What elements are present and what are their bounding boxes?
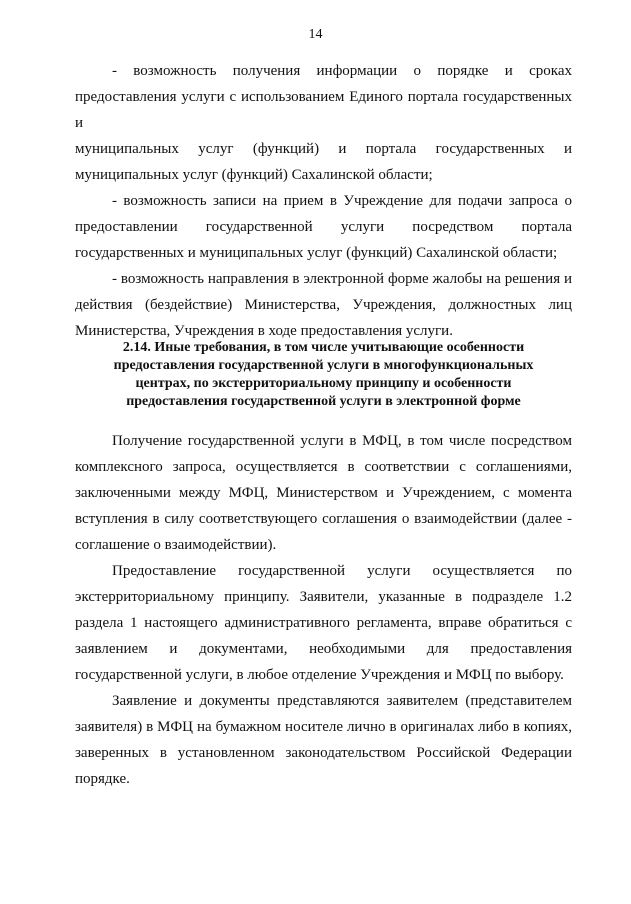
text-line: - возможность записи на прием в Учреждение для подачи запроса о: [112, 193, 572, 209]
page-number: 14: [308, 27, 323, 42]
paragraph: [75, 688, 572, 792]
list-item: [75, 188, 572, 266]
text-line: муниципальных услуг (функций) Сахалинской области;: [75, 167, 433, 183]
text-line: муниципальных услуг (функций) и портала государственных и: [75, 141, 572, 157]
text-line: предоставления услуги с использованием Единого портала государственных и: [75, 89, 572, 131]
text-line: заявлением и документами, необходимыми для предоставления: [75, 641, 572, 657]
text-line: экстерриториальному принципу. Заявители, указанные в подразделе 1.2: [75, 589, 572, 605]
text-line: - возможность направления в электронной форме жалобы на решения и: [112, 271, 572, 287]
text-line: раздела 1 настоящего административного регламента, вправе обратиться с: [75, 615, 572, 631]
heading-line: центрах, по экстерриториальному принципу и особенности: [135, 376, 512, 391]
text-line: предоставлении государственной услуги посредством портала: [75, 219, 572, 235]
text-line: государственных и муниципальных услуг (функций) Сахалинской области;: [75, 245, 558, 261]
text-line: Получение государственной услуги в МФЦ, в том числе посредством: [112, 433, 572, 449]
text-line: заявителя) в МФЦ на бумажном носителе лично в оригиналах либо в копиях,: [75, 719, 572, 735]
text-line: - возможность получения информации о порядке и сроках: [112, 63, 572, 79]
text-line: государственной услуги, в любое отделение Учреждения и МФЦ по выбору.: [75, 667, 564, 683]
section-heading: [75, 339, 572, 411]
text-line: вступления в силу соответствующего соглашения о взаимодействии (далее -: [75, 511, 572, 527]
text-line: порядке.: [75, 771, 130, 787]
text-line: Министерства, Учреждения в ходе предоставления услуги.: [75, 323, 453, 339]
list-item: [75, 58, 572, 188]
list-item: [75, 266, 572, 344]
text-line: Заявление и документы представляются заявителем (представителем: [112, 693, 572, 709]
text-line: действия (бездействие) Министерства, Учреждения, должностных лиц: [75, 297, 572, 313]
text-line: соглашение о взаимодействии).: [75, 537, 277, 553]
text-line: Предоставление государственной услуги осуществляется по: [112, 563, 572, 579]
paragraph-block: [75, 428, 572, 792]
heading-line: предоставления государственной услуги в многофункциональных: [113, 358, 534, 373]
paragraph: [75, 558, 572, 688]
text-line: заверенных в установленном законодательством Российской Федерации: [75, 745, 572, 761]
heading-line: 2.14. Иные требования, в том числе учитывающие особенности: [122, 340, 525, 355]
paragraph: [75, 428, 572, 558]
text-line: заключенными между МФЦ, Министерством и Учреждением, с момента: [75, 485, 572, 501]
list-block: [75, 58, 572, 344]
heading-line: предоставления государственной услуги в электронной форме: [126, 394, 521, 409]
text-line: комплексного запроса, осуществляется в соответствии с соглашениями,: [75, 459, 572, 475]
